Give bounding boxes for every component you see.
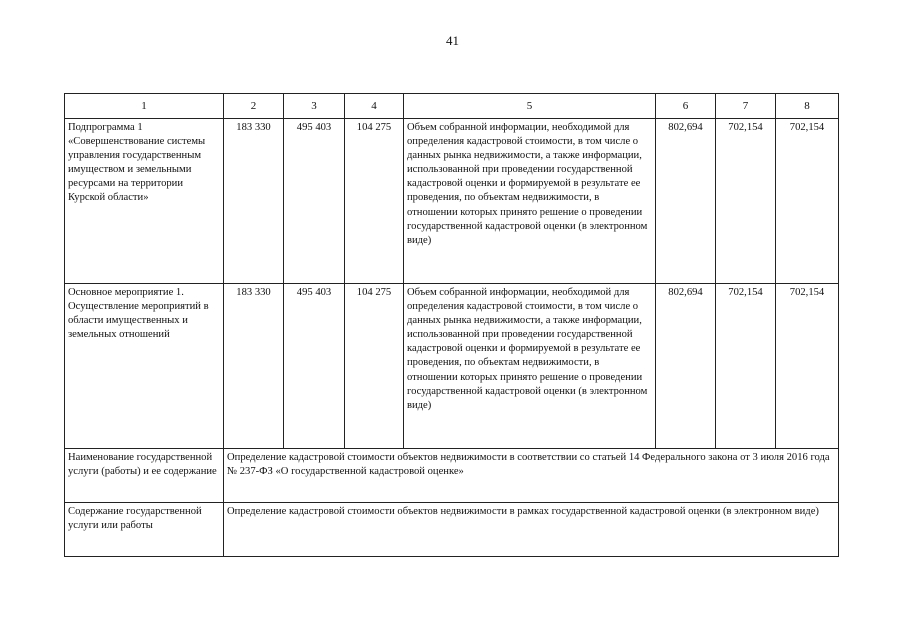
- column-header: 5: [404, 94, 656, 119]
- value-cell: 702,154: [716, 284, 776, 449]
- service-name-label: Наименование государственной услуги (работы) и ее содержание: [65, 449, 224, 503]
- table-header-row: [65, 94, 839, 119]
- column-header: 4: [345, 94, 404, 119]
- column-header: 6: [656, 94, 716, 119]
- table-row: [65, 503, 839, 557]
- value-cell: 183 330: [224, 119, 284, 284]
- value-cell: 495 403: [284, 119, 345, 284]
- value-cell: 702,154: [716, 119, 776, 284]
- service-content-value: Определение кадастровой стоимости объектов недвижимости в рамках государственной кадастровой оценки (в электронном виде): [224, 503, 839, 557]
- program-name-cell: Основное мероприятие 1. Осуществление мероприятий в области имущественных и земельных отношений: [65, 284, 224, 449]
- indicator-description-cell: Объем собранной информации, необходимой для определения кадастровой стоимости, в том числе о данных рынка недвижимости, а также информации, использованной при проведении государственной кадастровой оценки и формируемой в результате ее проведения, по объектам недвижимости, в отношении которых принято решение о проведении государственной кадастровой оценки (в электронном виде): [404, 284, 656, 449]
- table-row: [65, 284, 839, 449]
- table-row: [65, 119, 839, 284]
- column-header: 7: [716, 94, 776, 119]
- value-cell: 104 275: [345, 284, 404, 449]
- value-cell: 702,154: [776, 284, 839, 449]
- value-cell: 702,154: [776, 119, 839, 284]
- value-cell: 802,694: [656, 284, 716, 449]
- program-name-cell: Подпрограмма 1 «Совершенствование системы управления государственным имуществом и земельными ресурсами на территории Курской области»: [65, 119, 224, 284]
- table-row: [65, 449, 839, 503]
- column-header: 3: [284, 94, 345, 119]
- page-number: 41: [446, 33, 459, 48]
- column-header: 8: [776, 94, 839, 119]
- document-table: [64, 93, 839, 557]
- value-cell: 104 275: [345, 119, 404, 284]
- service-name-value: Определение кадастровой стоимости объектов недвижимости в соответствии со статьей 14 Федерального закона от 3 июля 2016 года № 237-ФЗ «О государственной кадастровой оценке»: [224, 449, 839, 503]
- value-cell: 183 330: [224, 284, 284, 449]
- service-content-label: Содержание государственной услуги или работы: [65, 503, 224, 557]
- value-cell: 495 403: [284, 284, 345, 449]
- column-header: 2: [224, 94, 284, 119]
- indicator-description-cell: Объем собранной информации, необходимой для определения кадастровой стоимости, в том числе о данных рынка недвижимости, а также информации, использованной при проведении государственной кадастровой оценки и формируемой в результате ее проведения, по объектам недвижимости, в отношении которых принято решение о проведении государственной кадастровой оценки (в электронном виде): [404, 119, 656, 284]
- column-header: 1: [65, 94, 224, 119]
- value-cell: 802,694: [656, 119, 716, 284]
